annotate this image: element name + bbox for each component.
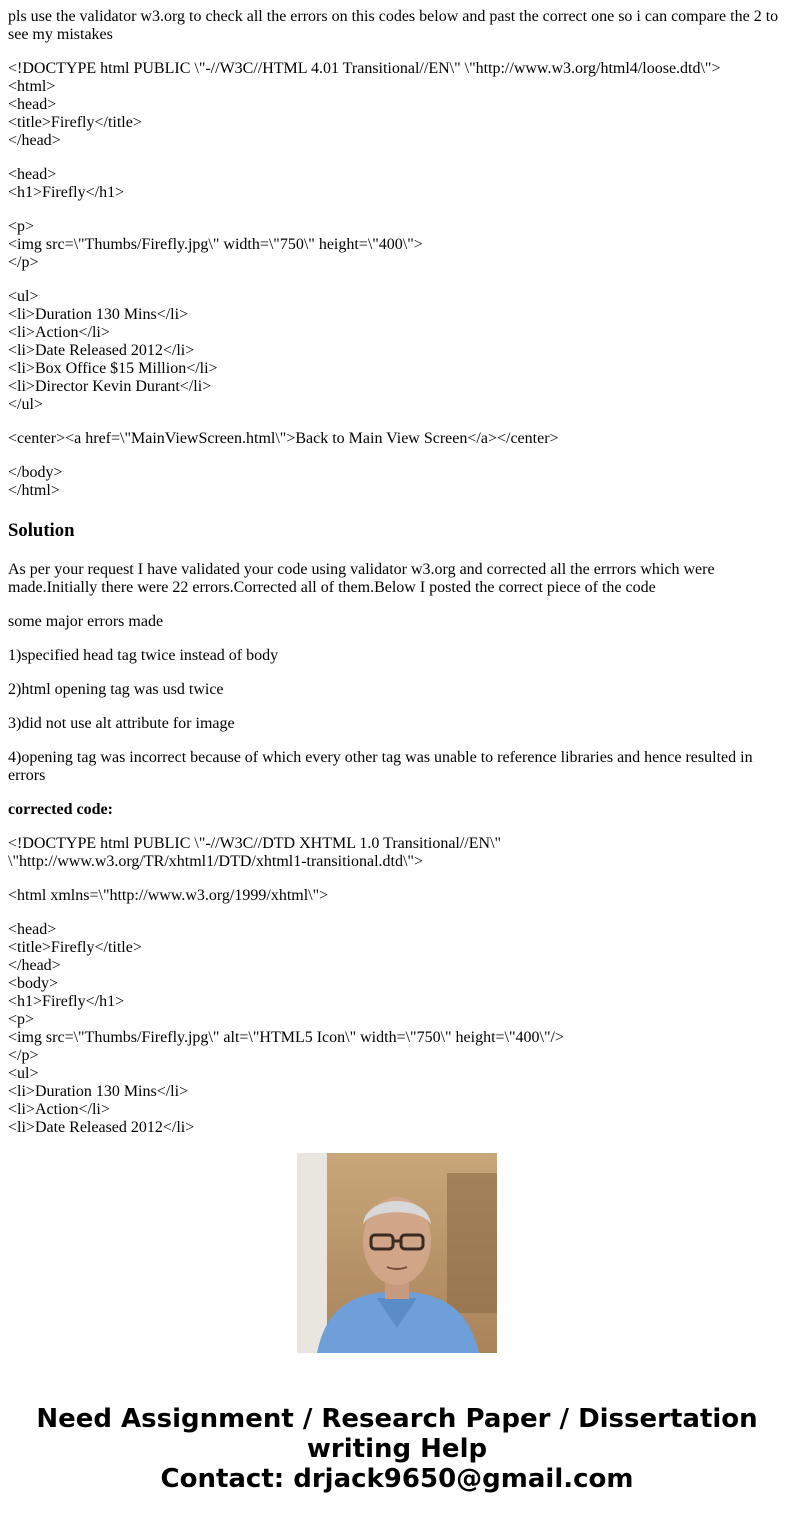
error-item: 4)opening tag was incorrect because of which every other tag was unable to reference libraries and hence resulted in errors (8, 749, 753, 784)
code-line: <body> (8, 975, 59, 992)
code-line: </p> (8, 254, 39, 271)
code-line: <li>Date Released 2012</li> (8, 342, 195, 359)
code-line: <head> (8, 96, 57, 113)
contact-line: Contact: drjack9650@gmail.com (160, 1464, 634, 1494)
code-line: </head> (8, 132, 61, 149)
code-line: <li>Duration 130 Mins</li> (8, 306, 189, 323)
code-line: </body> (8, 464, 63, 481)
code-block (8, 835, 786, 871)
code-block (8, 430, 786, 448)
code-line: <img src=\"Thumbs/Firefly.jpg\" alt=\"HTML5 Icon\" width=\"750\" height=\"400\"/> (8, 1029, 564, 1046)
code-line: <li>Box Office $15 Million</li> (8, 360, 218, 377)
code-line: <head> (8, 166, 57, 183)
question-answer-content (8, 8, 786, 1136)
errors-heading: some major errors made (8, 613, 164, 630)
code-line: <img src=\"Thumbs/Firefly.jpg\" width=\"750\" height=\"400\"> (8, 236, 423, 253)
code-line: <li>Duration 130 Mins</li> (8, 1083, 189, 1100)
code-line: <center><a href=\"MainViewScreen.html\">Back to Main View Screen</a></center> (8, 430, 559, 447)
solution-intro: As per your request I have validated your code using validator w3.org and corrected all the errrors which were made.Initially there were 22 errors.Corrected all of them.Below I posted the correct piece of the code (8, 561, 715, 596)
code-line: <!DOCTYPE html PUBLIC \"-//W3C//DTD XHTML 1.0 Transitional//EN\" (8, 835, 502, 852)
code-block (8, 887, 786, 905)
code-line: </ul> (8, 396, 43, 413)
code-block (8, 464, 786, 500)
code-line: <p> (8, 218, 35, 235)
code-line: \"http://www.w3.org/TR/xhtml1/DTD/xhtml1-transitional.dtd\"> (8, 853, 423, 870)
corrected-code (8, 835, 786, 1137)
code-block (8, 218, 786, 272)
code-line: <p> (8, 1011, 35, 1028)
code-line: <li>Director Kevin Durant</li> (8, 378, 212, 395)
code-line: </html> (8, 482, 60, 499)
code-block (8, 60, 786, 150)
code-block (8, 288, 786, 414)
corrected-code-label: corrected code: (8, 801, 113, 818)
question-text: pls use the validator w3.org to check all the errors on this codes below and past the correct one so i can compare the 2 to see my mistakes (8, 8, 779, 43)
code-line: <!DOCTYPE html PUBLIC \"-//W3C//HTML 4.01 Transitional//EN\" \"http://www.w3.org/html4/loose.dtd\"> (8, 60, 721, 77)
code-line: <ul> (8, 1065, 39, 1082)
error-item: 3)did not use alt attribute for image (8, 715, 235, 732)
author-avatar (297, 1153, 497, 1353)
code-line: <html> (8, 78, 56, 95)
code-line: <h1>Firefly</h1> (8, 993, 125, 1010)
code-block (8, 166, 786, 202)
code-line: <li>Date Released 2012</li> (8, 1119, 195, 1136)
code-line: <ul> (8, 288, 39, 305)
error-item: 2)html opening tag was usd twice (8, 681, 224, 698)
code-line: <li>Action</li> (8, 324, 110, 341)
code-block (8, 921, 786, 1137)
promo-line: Need Assignment / Research Paper / Dissertation (36, 1404, 758, 1434)
code-line: <title>Firefly</title> (8, 114, 142, 131)
code-line: <head> (8, 921, 57, 938)
code-line: </head> (8, 957, 61, 974)
question-code (8, 60, 786, 500)
code-line: <title>Firefly</title> (8, 939, 142, 956)
promo-footer (0, 1404, 794, 1494)
solution-heading: Solution (8, 520, 75, 541)
person-photo-icon (297, 1153, 497, 1353)
promo-line: writing Help (306, 1434, 488, 1464)
code-line: <li>Action</li> (8, 1101, 110, 1118)
code-line: </p> (8, 1047, 39, 1064)
code-line: <h1>Firefly</h1> (8, 184, 125, 201)
error-item: 1)specified head tag twice instead of body (8, 647, 279, 664)
code-line: <html xmlns=\"http://www.w3.org/1999/xhtml\"> (8, 887, 329, 904)
